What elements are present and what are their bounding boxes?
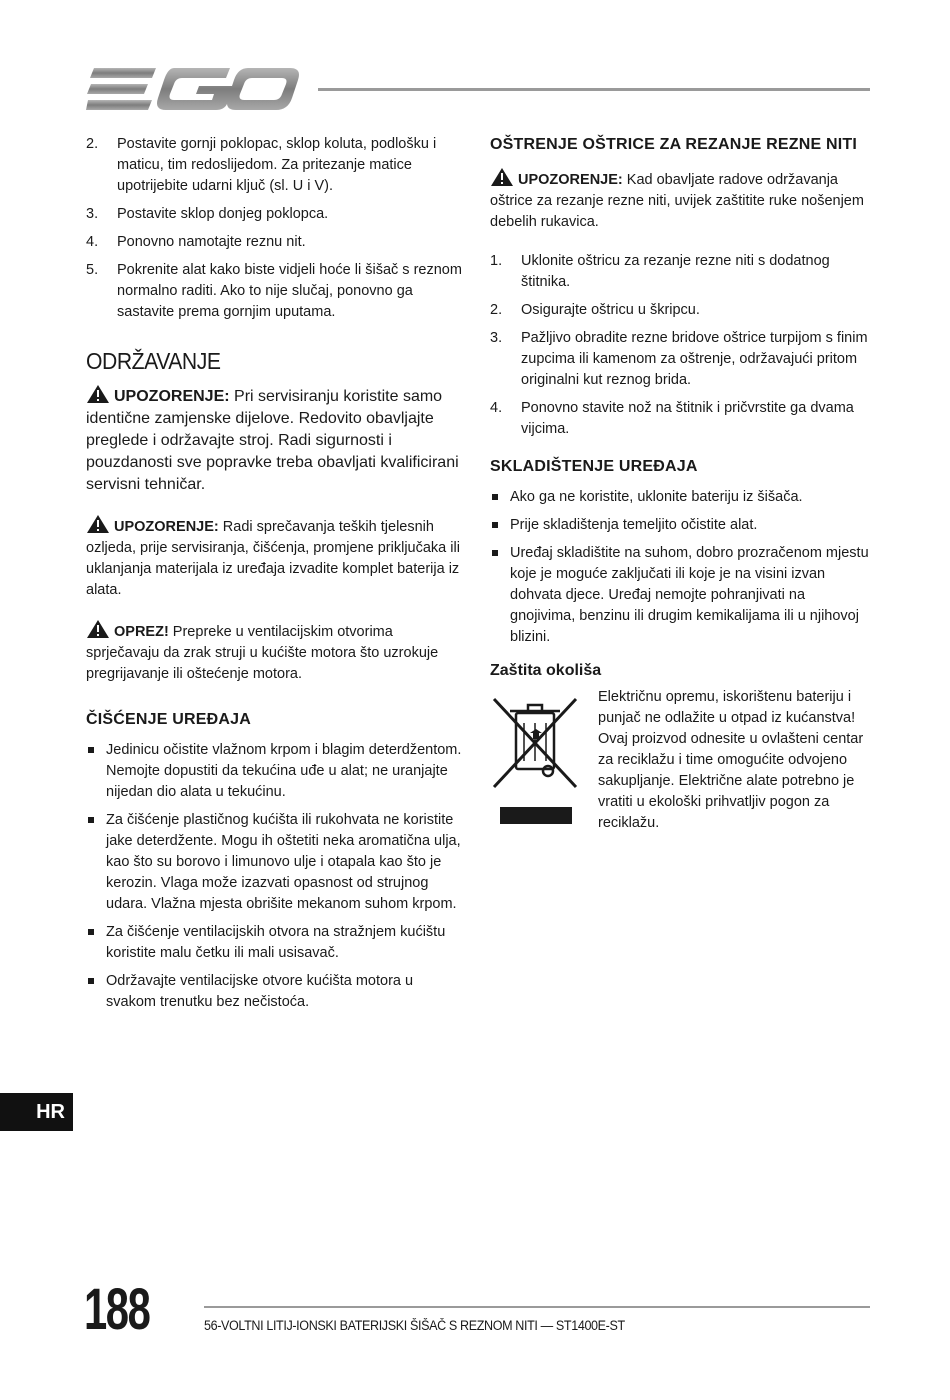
warning-triangle-icon xyxy=(86,619,110,639)
left-column xyxy=(86,134,466,1020)
list-item: Održavajte ventilacijske otvore kućišta motora u svakom trenutku bez nečistoća. xyxy=(86,971,466,1013)
list-item: Uređaj skladištite na suhom, dobro prozračenom mjestu koje je moguće zaključati ili koje je na visini izvan dohvata djece. Uređaj nemojte pohranjivati na gnojivima, benzinu ili drugim kemikalijama ili u njihovoj blizini. xyxy=(490,543,872,648)
header-rule xyxy=(318,88,870,91)
step-number: 2. xyxy=(86,136,99,152)
caution-label: OPREZ! xyxy=(114,624,169,640)
step-number: 1. xyxy=(490,253,503,269)
list-item: Za čišćenje plastičnog kućišta ili rukohvata ne koristite jake deterdžente. Mogu ih oštetiti neka aromatična ulja, kao što su borovo i limunovo ulje i otapala kao što je kerozin. Vlaga može izazvati opasnost od strujnog udara. Vlažna mjesta obrišite mekanom suhom krpom. xyxy=(86,810,466,915)
sharpening-heading: OŠTRENJE OŠTRICE ZA REZANJE REZNE NITI xyxy=(490,136,858,153)
warning-triangle-icon xyxy=(86,384,110,404)
right-column xyxy=(490,134,872,837)
list-item xyxy=(86,260,466,323)
step-text: Pažljivo obradite rezne bridove oštrice turpijom s finim zupcima ili kamenom za oštrenje, održavajući pritom originalni kut reznog brida. xyxy=(521,330,868,388)
warning-gloves xyxy=(490,167,872,233)
storage-heading: SKLADIŠTENJE UREĐAJA xyxy=(490,458,698,475)
list-item xyxy=(490,328,872,391)
step-text: Ponovno stavite nož na štitnik i pričvrstite ga dvama vijcima. xyxy=(521,400,854,437)
list-item: Za čišćenje ventilacijskih otvora na stražnjem kućištu koristite malu četku ili mali usisavač. xyxy=(86,922,466,964)
maintenance-heading: ODRŽAVANJE xyxy=(86,348,221,374)
step-text: Pokrenite alat kako biste vidjeli hoće li šišač s reznom normalno raditi. Ako to nije slučaj, ponovno ga sastavite prema gornjim uputama. xyxy=(117,262,462,320)
cleaning-list xyxy=(86,740,466,1013)
step-number: 2. xyxy=(490,302,503,318)
list-item xyxy=(86,134,466,197)
footer-title: 56-VOLTNI LITIJ-IONSKI BATERIJSKI ŠIŠAČ S REZNOM NITI — ST1400E-ST xyxy=(204,1318,625,1333)
list-item xyxy=(490,300,872,321)
warning-label: UPOZORENJE: xyxy=(518,172,623,188)
list-item xyxy=(490,398,872,440)
environment-heading: Zaštita okoliša xyxy=(490,662,602,679)
warning-text: Kad obavljate radove održavanja oštrice za rezanje rezne niti, uvijek zaštitite ruke nošenjem debelih rukavica. xyxy=(490,172,864,230)
list-item xyxy=(490,251,872,293)
warning-triangle-icon xyxy=(86,514,110,534)
caution-text: Prepreke u ventilacijskim otvorima sprječavaju da zrak struji u kućište motora što uzrokuje pregrijavanje ili oštećenje motora. xyxy=(86,624,439,682)
step-text: Uklonite oštricu za rezanje rezne niti s dodatnog štitnika. xyxy=(521,253,830,290)
step-text: Postavite sklop donjeg poklopca. xyxy=(117,206,329,222)
step-number: 5. xyxy=(86,262,99,278)
warning-label: UPOZORENJE: xyxy=(114,388,230,405)
environment-section xyxy=(490,687,872,837)
warning-triangle-icon xyxy=(490,167,514,187)
footer-rule xyxy=(204,1306,870,1308)
step-number: 4. xyxy=(490,400,503,416)
step-text: Ponovno namotajte reznu nit. xyxy=(117,234,306,250)
warning-parts xyxy=(86,384,466,496)
warning-text: Radi sprečavanja teških tjelesnih ozljeda, prije servisiranja, čišćenja, promjene priključaka ili uklanjanja materijala iz uređaja izvadite komplet baterija iz alata. xyxy=(86,519,460,598)
warning-text: Pri servisiranju koristite samo identične zamjenske dijelove. Redovito obavljajte preglede i održavajte stroj. Radi sigurnosti i pouzdanosti sve popravke treba obavljati kvalificirani servisni tehničar. xyxy=(86,388,459,493)
list-item: Ako ga ne koristite, uklonite bateriju iz šišača. xyxy=(490,487,872,508)
sharpening-steps xyxy=(490,251,872,440)
list-item: Jedinicu očistite vlažnom krpom i blagim deterdžentom. Nemojte dopustiti da tekućina uđe u alat; ne uranjajte nijedan dio alata u tekućinu. xyxy=(86,740,466,803)
ego-logo xyxy=(86,64,300,114)
warning-label: UPOZORENJE: xyxy=(114,519,219,535)
step-text: Osigurajte oštricu u škripcu. xyxy=(521,302,700,318)
language-tab: HR xyxy=(0,1093,73,1131)
environment-text: Električnu opremu, iskorištenu bateriju i punjač ne odlažite u otpad iz kućanstva! Ovaj proizvod odnesite u ovlašteni centar za reciklažu i time omogućite odvojeno sakupljanje. Električne alate potrebno je vratiti u ekološki prihvatljiv pogon za reciklažu. xyxy=(598,689,864,831)
weee-crossed-bin-icon xyxy=(490,687,580,827)
page-number: 188 xyxy=(84,1277,150,1342)
step-number: 3. xyxy=(86,206,99,222)
list-item xyxy=(86,232,466,253)
cleaning-heading: ČIŠĆENJE UREĐAJA xyxy=(86,711,252,728)
list-item: Prije skladištenja temeljito očistite alat. xyxy=(490,515,872,536)
step-text: Postavite gornji poklopac, sklop koluta, podlošku i maticu, tim redoslijedom. Za pritezanje matice upotrijebite udarni ključ (sl. U i V). xyxy=(117,136,437,194)
step-number: 4. xyxy=(86,234,99,250)
reassembly-steps xyxy=(86,134,466,323)
warning-battery xyxy=(86,514,466,601)
storage-list xyxy=(490,487,872,648)
step-number: 3. xyxy=(490,330,503,346)
list-item xyxy=(86,204,466,225)
caution-ventilation xyxy=(86,619,466,685)
